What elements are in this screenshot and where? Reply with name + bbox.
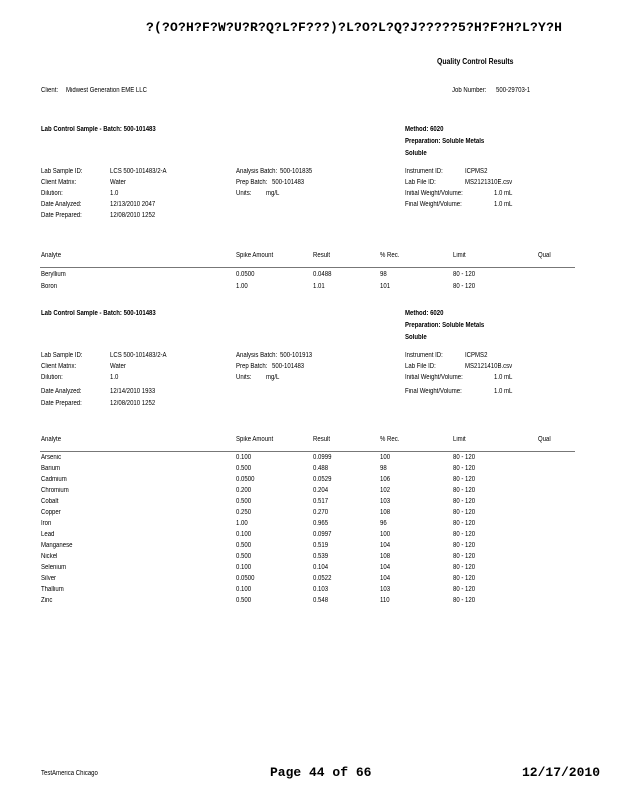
result-value: 0.0488	[313, 271, 332, 278]
analyte-name: Iron	[41, 520, 52, 527]
percent-recovery: 110	[380, 597, 390, 604]
percent-recovery: 98	[380, 271, 387, 278]
table-row	[0, 553, 618, 564]
report-date: 12/17/2010	[522, 765, 601, 780]
result-value: 0.488	[313, 465, 329, 472]
column-header-limit: Limit	[453, 252, 466, 259]
info-label: Lab Sample ID:	[41, 168, 83, 175]
spike-amount: 1.00	[236, 283, 248, 290]
percent-recovery: 104	[380, 575, 391, 582]
column-header-analyte: Analyte	[41, 436, 62, 443]
table-divider	[40, 451, 575, 452]
info-label: Dilution:	[41, 190, 63, 197]
client-label: Client:	[41, 87, 59, 94]
info-value: 1.0	[110, 374, 119, 381]
column-header-analyte: Analyte	[41, 252, 62, 259]
result-value: 0.519	[313, 542, 329, 549]
table-row	[0, 575, 618, 586]
limit-range: 80 - 120	[453, 564, 476, 571]
percent-recovery: 98	[380, 465, 387, 472]
analyte-name: Cadmium	[41, 476, 67, 483]
column-header-limit: Limit	[453, 436, 466, 443]
info-value: 1.0 mL	[494, 201, 513, 208]
section-title: Lab Control Sample - Batch: 500-101483	[41, 310, 156, 317]
spike-amount: 0.0500	[236, 271, 255, 278]
info-value: 1.0 mL	[494, 388, 513, 395]
table-row	[0, 520, 618, 531]
info-label: Analysis Batch:	[236, 352, 278, 359]
analyte-name: Nickel	[41, 553, 58, 560]
info-label: Final Weight/Volume:	[405, 388, 462, 395]
percent-recovery: 104	[380, 564, 391, 571]
spike-amount: 0.100	[236, 586, 252, 593]
result-value: 0.0999	[313, 454, 332, 461]
limit-range: 80 - 120	[453, 465, 476, 472]
preparation: Preparation: Soluble Metals	[405, 138, 485, 145]
info-value: 1.0	[110, 190, 119, 197]
info-label: Instrument ID:	[405, 352, 443, 359]
percent-recovery: 101	[380, 283, 391, 290]
info-value: 500-101913	[280, 352, 313, 359]
limit-range: 80 - 120	[453, 586, 476, 593]
table-row	[0, 498, 618, 509]
info-value: Water	[110, 179, 126, 186]
info-value: 12/08/2010 1252	[110, 400, 156, 407]
percent-recovery: 103	[380, 498, 391, 505]
info-label: Prep Batch:	[236, 363, 268, 370]
spike-amount: 0.100	[236, 531, 252, 538]
table-header	[0, 252, 618, 263]
column-header-result: Result	[313, 252, 331, 259]
analyte-name: Arsenic	[41, 454, 62, 461]
limit-range: 80 - 120	[453, 498, 476, 505]
spike-amount: 0.0500	[236, 575, 255, 582]
result-value: 0.270	[313, 509, 329, 516]
spike-amount: 0.500	[236, 498, 252, 505]
table-row	[0, 476, 618, 487]
spike-amount: 0.500	[236, 542, 252, 549]
analyte-name: Selenium	[41, 564, 67, 571]
percent-recovery: 100	[380, 454, 391, 461]
result-value: 0.104	[313, 564, 329, 571]
percent-recovery: 106	[380, 476, 391, 483]
percent-recovery: 102	[380, 487, 391, 494]
spike-amount: 0.100	[236, 454, 252, 461]
info-value: mg/L	[266, 190, 280, 197]
page-number: Page 44 of 66	[270, 765, 372, 780]
percent-recovery: 108	[380, 509, 391, 516]
spike-amount: 0.500	[236, 465, 252, 472]
result-value: 1.01	[313, 283, 325, 290]
analyte-name: Cobalt	[41, 498, 59, 505]
analyte-name: Chromium	[41, 487, 69, 494]
table-row	[0, 542, 618, 553]
table-row	[0, 564, 618, 575]
info-value: 12/14/2010 1933	[110, 388, 156, 395]
info-label: Analysis Batch:	[236, 168, 278, 175]
spike-amount: 0.200	[236, 487, 252, 494]
analyte-name: Thallium	[41, 586, 64, 593]
table-row	[0, 509, 618, 520]
table-row	[0, 531, 618, 542]
percent-recovery: 103	[380, 586, 391, 593]
column-header-qual: Qual	[538, 436, 551, 443]
analyte-name: Copper	[41, 509, 61, 516]
analyte-name: Zinc	[41, 597, 53, 604]
info-value: MS2121410B.csv	[465, 363, 513, 370]
info-value: 500-101483	[272, 363, 305, 370]
percent-recovery: 104	[380, 542, 391, 549]
analyte-name: Boron	[41, 283, 58, 290]
table-row	[0, 283, 618, 294]
info-label: Date Analyzed:	[41, 388, 82, 395]
result-value: 0.103	[313, 586, 329, 593]
info-value: 500-101483	[272, 179, 305, 186]
info-value: ICPMS2	[465, 168, 488, 175]
analyte-name: Silver	[41, 575, 57, 582]
table-row	[0, 487, 618, 498]
table-row	[0, 597, 618, 608]
footer-lab-name: TestAmerica Chicago	[41, 770, 98, 777]
limit-range: 80 - 120	[453, 509, 476, 516]
limit-range: 80 - 120	[453, 271, 476, 278]
table-row	[0, 271, 618, 282]
analyte-name: Barium	[41, 465, 61, 472]
result-value: 0.0522	[313, 575, 332, 582]
info-label: Date Prepared:	[41, 400, 82, 407]
limit-range: 80 - 120	[453, 487, 476, 494]
limit-range: 80 - 120	[453, 476, 476, 483]
result-value: 0.539	[313, 553, 329, 560]
result-value: 0.0529	[313, 476, 332, 483]
column-header-result: Result	[313, 436, 331, 443]
table-row	[0, 465, 618, 476]
info-label: Initial Weight/Volume:	[405, 374, 463, 381]
info-label: Instrument ID:	[405, 168, 443, 175]
result-value: 0.965	[313, 520, 329, 527]
job-number-label: Job Number:	[452, 87, 487, 94]
info-label: Client Matrix:	[41, 179, 77, 186]
info-label: Client Matrix:	[41, 363, 77, 370]
method: Method: 6020	[405, 310, 444, 317]
table-divider	[40, 267, 575, 268]
preparation-cont: Soluble	[405, 334, 427, 341]
info-label: Units:	[236, 190, 252, 197]
limit-range: 80 - 120	[453, 597, 476, 604]
info-value: 12/08/2010 1252	[110, 212, 156, 219]
info-label: Units:	[236, 374, 252, 381]
info-value: LCS 500-101483/2-A	[110, 168, 167, 175]
column-header-qual: Qual	[538, 252, 551, 259]
info-value: mg/L	[266, 374, 280, 381]
info-label: Final Weight/Volume:	[405, 201, 462, 208]
method: Method: 6020	[405, 126, 444, 133]
info-value: 500-101835	[280, 168, 313, 175]
percent-recovery: 96	[380, 520, 387, 527]
preparation: Preparation: Soluble Metals	[405, 322, 485, 329]
result-value: 0.0997	[313, 531, 332, 538]
limit-range: 80 - 120	[453, 520, 476, 527]
garbled-header: ?(?O?H?F?W?U?R?Q?L?F???)?L?O?L?Q?J?????5?H?F?H?L?Y?H	[146, 20, 563, 35]
info-label: Initial Weight/Volume:	[405, 190, 463, 197]
result-value: 0.204	[313, 487, 329, 494]
info-label: Dilution:	[41, 374, 63, 381]
section-title: Lab Control Sample - Batch: 500-101483	[41, 126, 156, 133]
analyte-name: Beryllium	[41, 271, 66, 278]
spike-amount: 1.00	[236, 520, 248, 527]
percent-recovery: 100	[380, 531, 391, 538]
result-value: 0.517	[313, 498, 329, 505]
report-title: Quality Control Results	[437, 57, 514, 66]
limit-range: 80 - 120	[453, 454, 476, 461]
percent-recovery: 108	[380, 553, 391, 560]
column-header-rec: % Rec.	[380, 252, 400, 259]
limit-range: 80 - 120	[453, 542, 476, 549]
result-value: 0.548	[313, 597, 329, 604]
info-value: 12/13/2010 2047	[110, 201, 156, 208]
info-value: 1.0 mL	[494, 190, 513, 197]
column-header-rec: % Rec.	[380, 436, 400, 443]
analyte-name: Lead	[41, 531, 55, 538]
table-row	[0, 586, 618, 597]
spike-amount: 0.500	[236, 553, 252, 560]
table-header	[0, 436, 618, 447]
limit-range: 80 - 120	[453, 283, 476, 290]
info-value: LCS 500-101483/2-A	[110, 352, 167, 359]
column-header-spike: Spike Amount	[236, 252, 274, 259]
info-label: Date Analyzed:	[41, 201, 82, 208]
column-header-spike: Spike Amount	[236, 436, 274, 443]
info-value: Water	[110, 363, 126, 370]
spike-amount: 0.500	[236, 597, 252, 604]
limit-range: 80 - 120	[453, 575, 476, 582]
client-value: Midwest Generation EME LLC	[66, 87, 147, 94]
info-value: MS2121310E.csv	[465, 179, 513, 186]
analyte-name: Manganese	[41, 542, 73, 549]
table-row	[0, 454, 618, 465]
info-label: Date Prepared:	[41, 212, 82, 219]
spike-amount: 0.250	[236, 509, 252, 516]
info-label: Prep Batch:	[236, 179, 268, 186]
limit-range: 80 - 120	[453, 553, 476, 560]
spike-amount: 0.0500	[236, 476, 255, 483]
info-label: Lab Sample ID:	[41, 352, 83, 359]
limit-range: 80 - 120	[453, 531, 476, 538]
spike-amount: 0.100	[236, 564, 252, 571]
info-value: 1.0 mL	[494, 374, 513, 381]
info-label: Lab File ID:	[405, 179, 436, 186]
info-label: Lab File ID:	[405, 363, 436, 370]
job-number-value: 500-29703-1	[496, 87, 531, 94]
info-value: ICPMS2	[465, 352, 488, 359]
preparation-cont: Soluble	[405, 150, 427, 157]
